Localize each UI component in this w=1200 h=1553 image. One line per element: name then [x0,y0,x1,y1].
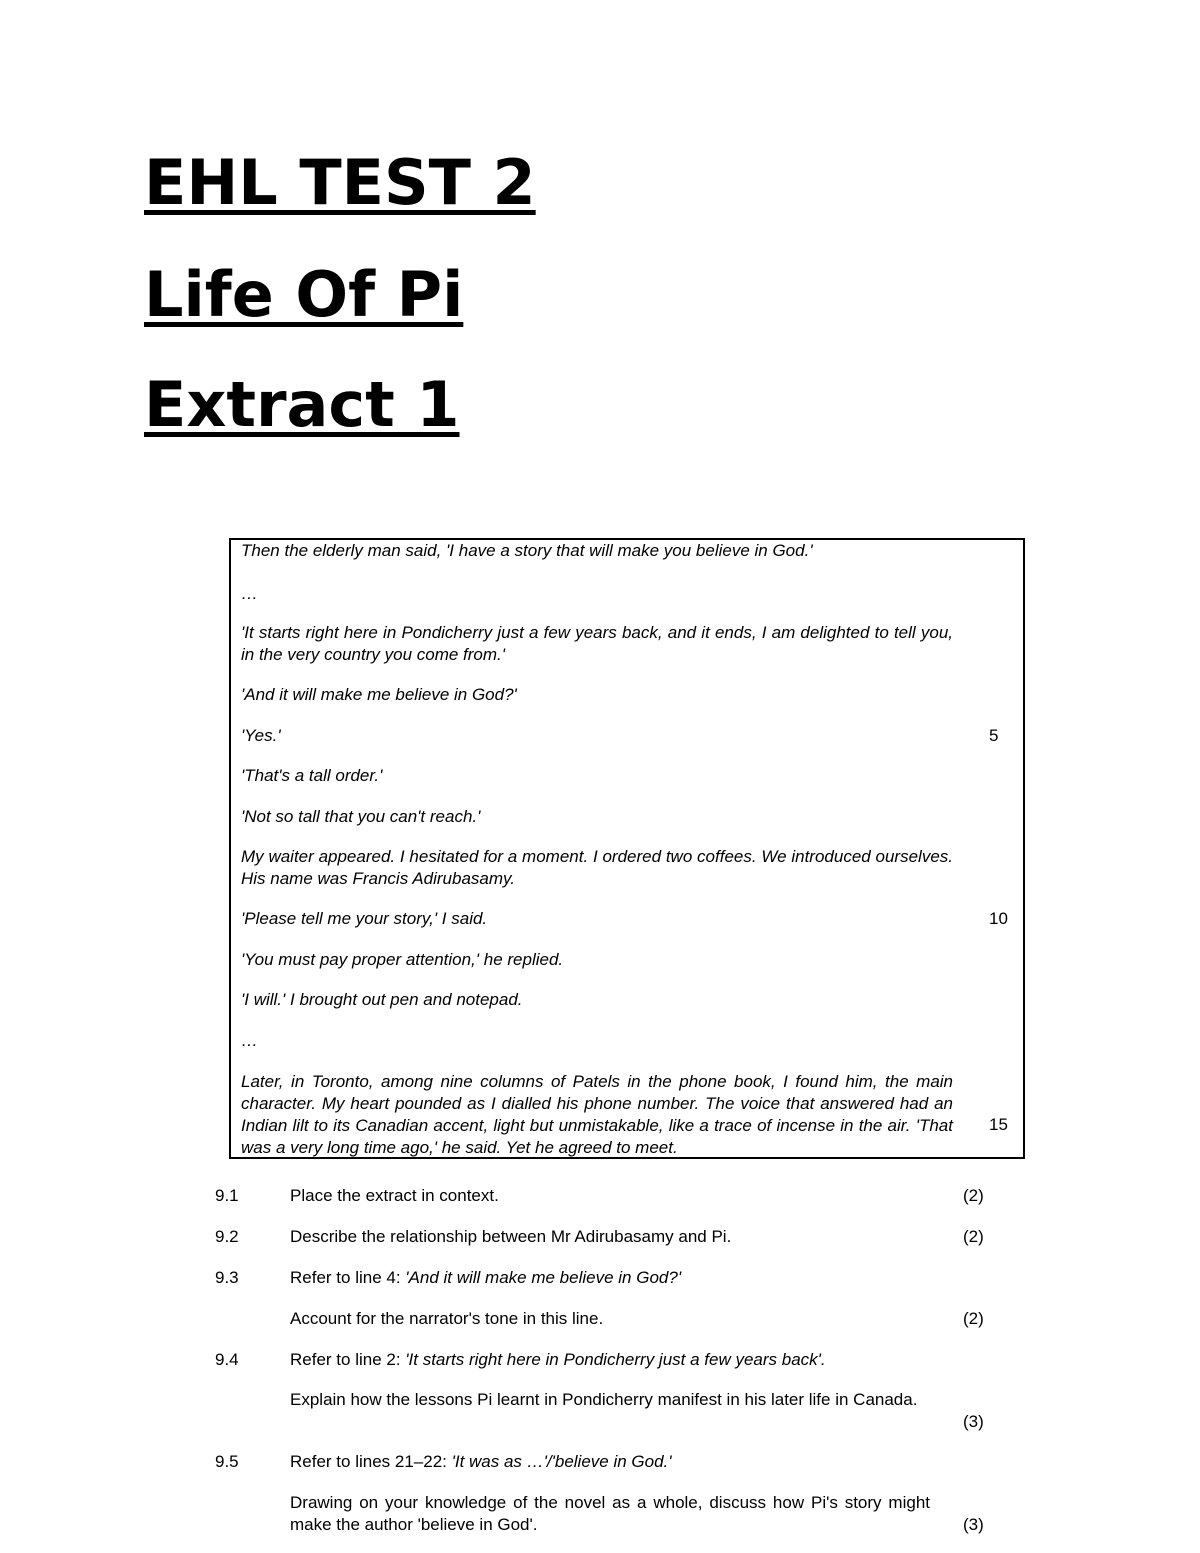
question-number: 9.2 [215,1227,239,1246]
reference-quote: 'It was as …'/'believe in God.' [451,1452,672,1471]
extract-line: 'That's a tall order.' [241,766,383,785]
question-mark: (3) [963,1515,984,1534]
extract-line: 'Please tell me your story,' I said. [241,909,488,928]
extract-line: 'You must pay proper attention,' he replied. [241,950,564,969]
question-reference [290,1267,930,1289]
question-number: 9.3 [215,1268,239,1287]
reference-quote: 'And it will make me believe in God?' [405,1268,682,1287]
extract-line: … [241,584,258,603]
extract-line: 'And it will make me believe in God?' [241,685,517,704]
question-text: Account for the narrator's tone in this line. [290,1309,604,1328]
question-number: 9.4 [215,1350,239,1369]
extract-line: Later, in Toronto, among nine columns of Patels in the phone book, I found him, the main character. My heart pounded as I dialled his phone number. The voice that answered had an Indian lilt to its Canadian accent, light but unmistakable, like a trace of incense in the air. 'That was a very long time ago,' he said. Yet he agreed to meet. [241,1072,953,1157]
question-mark: (2) [963,1186,984,1205]
extract-line: 'Not so tall that you can't reach.' [241,807,481,826]
question-text: Place the extract in context. [290,1186,499,1205]
question-reference [290,1451,930,1473]
extract-line: … [241,1031,258,1050]
question-mark: (3) [963,1412,984,1431]
extract-line: 'I will.' I brought out pen and notepad. [241,990,523,1009]
test-title: EHL TEST 2 [144,146,536,219]
line-number: 10 [989,909,1008,928]
question-text: Describe the relationship between Mr Adirubasamy and Pi. [290,1227,732,1246]
extract-box [229,538,1025,1159]
question-number: 9.5 [215,1452,239,1471]
question-text: Explain how the lessons Pi learnt in Pondicherry manifest in his later life in Canada. [290,1390,918,1409]
extract-title: Extract 1 [144,368,460,441]
line-number: 5 [989,726,999,745]
question-mark: (2) [963,1227,984,1246]
question-reference [290,1349,930,1371]
question-number: 9.1 [215,1186,239,1205]
extract-line: Then the elderly man said, 'I have a story that will make you believe in God.' [241,541,813,560]
novel-title: Life Of Pi [144,258,464,331]
reference-label: Refer to lines 21–22: [290,1452,452,1471]
extract-line: 'Yes.' [241,726,281,745]
reference-label: Refer to line 2: [290,1350,406,1369]
question-text: Drawing on your knowledge of the novel as a whole, discuss how Pi's story might make the author 'believe in God'. [290,1493,930,1534]
line-number: 15 [989,1115,1008,1134]
reference-label: Refer to line 4: [290,1268,406,1287]
question-mark: (2) [963,1309,984,1328]
extract-line: 'It starts right here in Pondicherry just a few years back, and it ends, I am delighted to tell you, in the very country you come from.' [241,623,953,664]
extract-line: My waiter appeared. I hesitated for a moment. I ordered two coffees. We introduced ourselves. His name was Francis Adirubasamy. [241,847,953,888]
reference-quote: 'It starts right here in Pondicherry just a few years back'. [405,1350,826,1369]
